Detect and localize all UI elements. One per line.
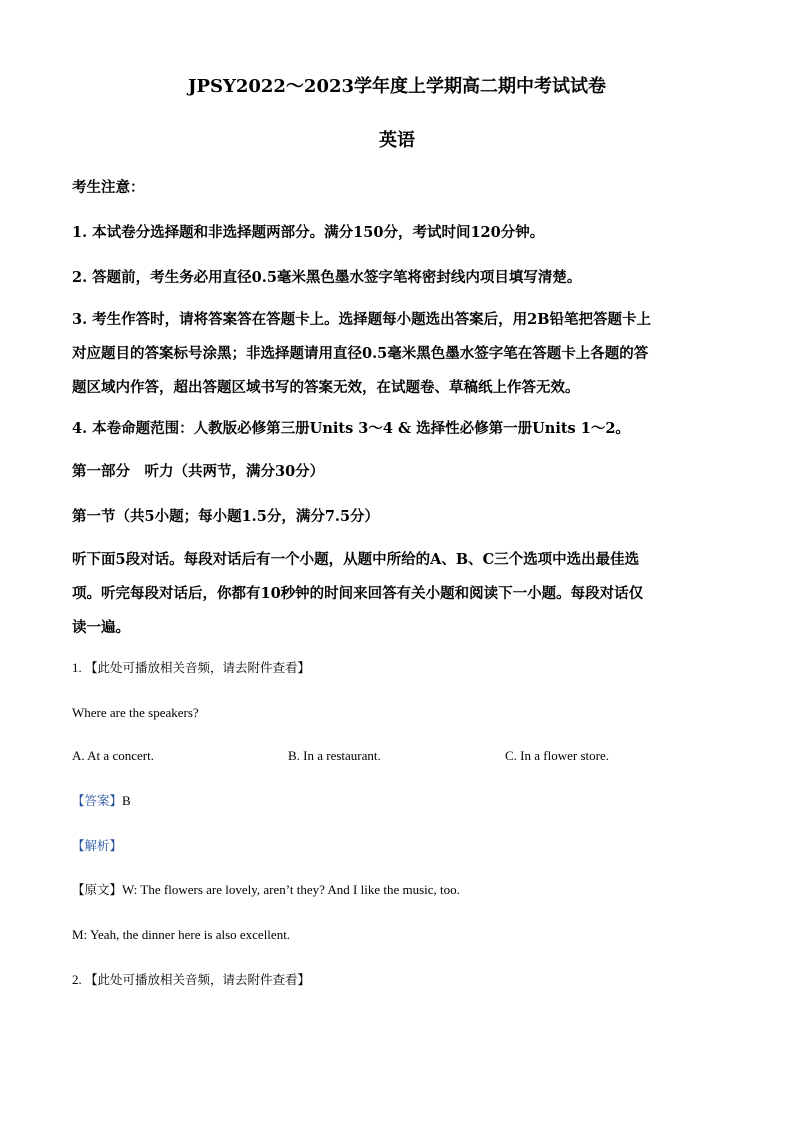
part1-heading: 第一部分 听力（共两节，满分30分） xyxy=(72,463,325,480)
q1-option-b: B. In a restaurant. xyxy=(288,748,381,763)
notice-item-3-line: 3. 考生作答时，请将答案答在答题卡上。选择题每小题选出答案后，用2B铅笔把答题卡上 xyxy=(72,311,652,328)
listening-instructions xyxy=(72,543,722,645)
q2-audio-placeholder[interactable]: 【此处可播放相关音频，请去附件查看】 xyxy=(85,972,311,987)
analysis-label: 【解析】 xyxy=(72,838,123,853)
notice-item-1: 1. 本试卷分选择题和非选择题两部分。满分150分，考试时间120分钟。 xyxy=(72,224,545,241)
q1-audio-placeholder[interactable]: 【此处可播放相关音频，请去附件查看】 xyxy=(85,660,311,675)
q2-audio-line xyxy=(72,971,310,989)
subject-title: 英语 xyxy=(379,130,415,151)
instructions-line: 读一遍。 xyxy=(72,619,130,636)
notice-item-3-line: 对应题目的答案标号涂黑；非选择题请用直径0.5毫米黑色墨水签字笔在答题卡上各题的答 xyxy=(72,345,649,362)
notice-item-2: 2. 答题前，考生务必用直径0.5毫米黑色墨水签字笔将密封线内项目填写清楚。 xyxy=(72,269,582,286)
q1-option-c: C. In a flower store. xyxy=(505,748,609,763)
notice-heading: 考生注意： xyxy=(72,179,145,196)
notice-item-3 xyxy=(72,303,722,405)
instructions-line: 听下面5段对话。每段对话后有一个小题，从题中所给的A、B、C三个选项中选出最佳选 xyxy=(72,551,640,568)
page-title: JPSY2022～2023学年度上学期高二期中考试试卷 xyxy=(187,76,607,97)
original-text: W: The flowers are lovely, aren’t they? And I like the music, too. xyxy=(122,882,460,897)
q1-option-a: A. At a concert. xyxy=(72,748,154,763)
q1-original xyxy=(72,881,460,899)
section1-heading: 第一节（共5小题；每小题1.5分，满分7.5分） xyxy=(72,508,380,525)
q1-audio-line xyxy=(72,659,310,677)
q1-number: 1. xyxy=(72,660,82,675)
q1-reply: M: Yeah, the dinner here is also excellent. xyxy=(72,927,291,942)
answer-label: 【答案】 xyxy=(72,793,123,808)
q1-question: Where are the speakers? xyxy=(72,705,199,720)
q2-number: 2. xyxy=(72,972,82,987)
original-label: 【原文】 xyxy=(72,882,123,897)
answer-value: B xyxy=(122,793,131,808)
instructions-line: 项。听完每段对话后，你都有10秒钟的时间来回答有关小题和阅读下一小题。每段对话仅 xyxy=(72,585,644,602)
q1-answer xyxy=(72,792,131,810)
notice-item-4: 4. 本卷命题范围：人教版必修第三册Units 3～4 & 选择性必修第一册Units 1～2。 xyxy=(72,420,630,437)
q1-analysis xyxy=(72,837,122,855)
notice-item-3-line: 题区域内作答，超出答题区域书写的答案无效，在试题卷、草稿纸上作答无效。 xyxy=(72,379,580,396)
